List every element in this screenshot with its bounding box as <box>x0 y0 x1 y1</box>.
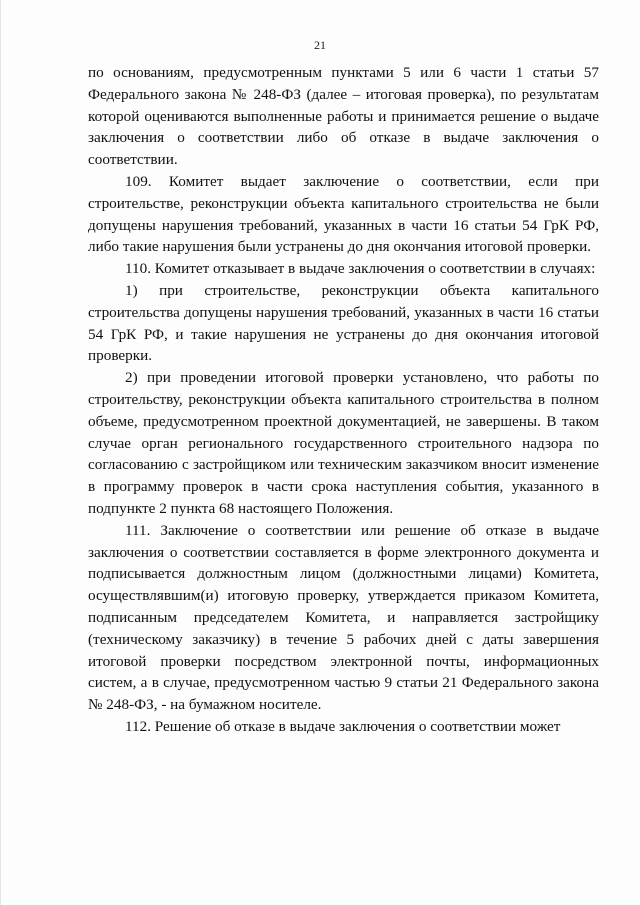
paragraph-110-item-2: 2) при проведении итоговой проверки установлено, что работы по строительству, реконструкции объекта капитального строительства в полном объеме, предусмотренном проектной документацией, не завершены. В таком случае орган регионального государственного строительного надзора по согласованию с застройщиком или техническим заказчиком вносит изменение в программу проверок в части срока наступления события, указанного в подпункте 2 пункта 68 настоящего Положения. <box>88 369 599 517</box>
page-edge-line <box>0 0 1 905</box>
paragraph-109: 109. Комитет выдает заключение о соответствии, если при строительстве, реконструкции объекта капитального строительства не были допущены нарушения требований, указанных в части 16 статьи 54 ГрК РФ, либо такие нарушения были устранены до дня окончания итоговой проверки. <box>88 172 599 256</box>
paragraph-111: 111. Заключение о соответствии или решение об отказе в выдаче заключения о соответствии составляется в форме электронного документа и подписывается должностным лицом (должностными лицами) Комитета, осуществлявшим(и) итоговую проверку, утверждается приказом Комитета, подписанным председателем Комитета, и направляется застройщику (техническому заказчику) в течение 5 рабочих дней с даты завершения итоговой проверки посредством электронной почты, информационных систем, а в случае, предусмотренном частью 9 статьи 21 Федерального закона № 248-ФЗ, - на бумажном носителе. <box>88 521 599 714</box>
paragraph-110: 110. Комитет отказывает в выдаче заключения о соответствии в случаях: <box>125 260 596 278</box>
paragraph-112: 112. Решение об отказе в выдаче заключения о соответствии может <box>125 717 561 735</box>
page-number: 21 <box>314 38 326 52</box>
paragraph-110-item-1: 1) при строительстве, реконструкции объекта капитального строительства допущены нарушения требований, указанных в части 16 статьи 54 ГрК РФ, и такие нарушения не устранены до дня окончания итоговой проверки. <box>88 281 599 365</box>
paragraph-continuation: по основаниям, предусмотренным пунктами 5 или 6 части 1 статьи 57 Федерального закона № 248-ФЗ (далее – итоговая проверка), по результатам которой оцениваются выполненные работы и принимается решение о выдаче заключения о соответствии либо об отказе в выдаче заключения о соответствии. <box>88 64 599 169</box>
document-body <box>88 62 599 738</box>
